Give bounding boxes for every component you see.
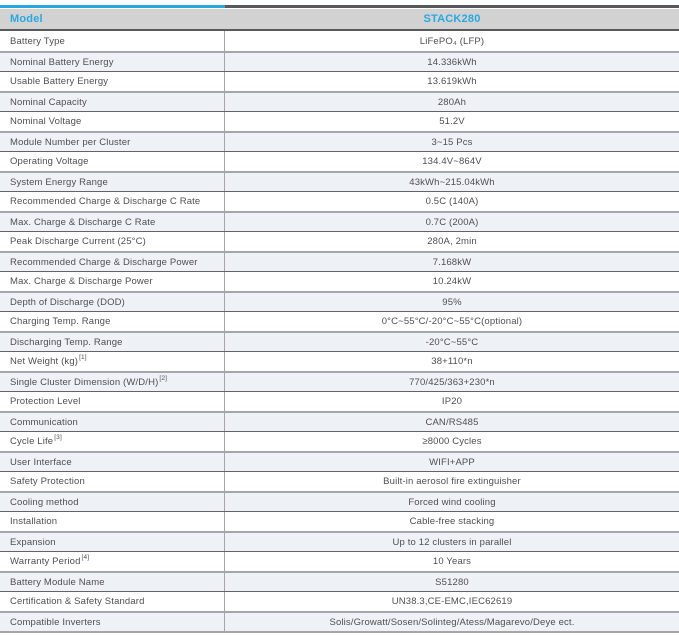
spec-label-text: Installation bbox=[10, 516, 58, 527]
table-row bbox=[0, 391, 679, 411]
spec-label-text: Expansion bbox=[10, 536, 56, 548]
spec-label-text: Depth of Discharge (DOD) bbox=[10, 296, 125, 308]
spec-label bbox=[0, 472, 225, 491]
spec-label bbox=[0, 72, 225, 91]
footnote-marker: [2] bbox=[159, 374, 168, 382]
spec-label bbox=[0, 173, 225, 191]
spec-value: 14.336kWh bbox=[427, 56, 477, 68]
spec-value: S51280 bbox=[435, 576, 469, 588]
spec-label bbox=[0, 253, 225, 271]
model-header-label: Model bbox=[10, 13, 43, 25]
table-row bbox=[0, 571, 679, 591]
table-row bbox=[0, 231, 679, 251]
spec-value: Cable-free stacking bbox=[409, 516, 495, 527]
spec-label-text: System Energy Range bbox=[10, 176, 108, 188]
spec-label-text: Certification & Safety Standard bbox=[10, 596, 145, 607]
top-accent-bar-dark-segment bbox=[225, 5, 679, 8]
spec-label bbox=[0, 432, 225, 451]
top-accent-bar bbox=[0, 5, 679, 8]
spec-label bbox=[0, 613, 225, 631]
spec-label-text: Max. Charge & Discharge C Rate bbox=[10, 216, 156, 228]
top-accent-bar-cyan-segment bbox=[0, 5, 225, 8]
table-row bbox=[0, 451, 679, 471]
spec-label-text: Cycle Life bbox=[10, 436, 54, 447]
table-row bbox=[0, 111, 679, 131]
table-row bbox=[0, 51, 679, 71]
spec-label-text: Battery Type bbox=[10, 35, 65, 47]
spec-value: WIFI+APP bbox=[429, 456, 475, 468]
table-row bbox=[0, 531, 679, 551]
spec-value: 10.24kW bbox=[432, 276, 472, 287]
table-row bbox=[0, 171, 679, 191]
spec-label bbox=[0, 453, 225, 471]
table-row bbox=[0, 151, 679, 171]
spec-value: 10 Years bbox=[432, 556, 472, 567]
spec-label bbox=[0, 192, 225, 211]
footnote-marker: [1] bbox=[79, 354, 87, 362]
spec-label-text: Single Cluster Dimension (W/D/H) bbox=[10, 376, 159, 388]
table-row bbox=[0, 511, 679, 531]
table-row bbox=[0, 291, 679, 311]
spec-label-text: Battery Module Name bbox=[10, 576, 105, 588]
spec-value: 134.4V~864V bbox=[422, 156, 482, 167]
spec-value: -20°C~55°C bbox=[425, 336, 479, 348]
table-row bbox=[0, 71, 679, 91]
spec-label bbox=[0, 293, 225, 311]
table-header bbox=[0, 9, 679, 31]
spec-label-text: Nominal Voltage bbox=[10, 116, 82, 127]
spec-label-text: Usable Battery Energy bbox=[10, 76, 109, 87]
spec-value: 43kWh~215.04kWh bbox=[409, 176, 495, 188]
table-row bbox=[0, 211, 679, 231]
table-row bbox=[0, 491, 679, 511]
table-row bbox=[0, 91, 679, 111]
spec-value: 0.7C (200A) bbox=[425, 216, 479, 228]
table-row bbox=[0, 371, 679, 391]
spec-value: 38+110*n bbox=[431, 356, 473, 367]
spec-label bbox=[0, 112, 225, 131]
table-row bbox=[0, 191, 679, 211]
spec-value: 770/425/363+230*n bbox=[409, 376, 495, 388]
spec-label-text: Discharging Temp. Range bbox=[10, 336, 123, 348]
spec-label-text: Module Number per Cluster bbox=[10, 136, 131, 148]
spec-label bbox=[0, 392, 225, 411]
spec-label-text: Nominal Battery Energy bbox=[10, 56, 114, 68]
spec-label-text: Charging Temp. Range bbox=[10, 316, 111, 327]
spec-label-text: Recommended Charge & Discharge C Rate bbox=[10, 196, 201, 207]
spec-value: 280A, 2min bbox=[427, 236, 477, 247]
spec-label bbox=[0, 272, 225, 291]
spec-value: Up to 12 clusters in parallel bbox=[392, 536, 512, 548]
footnote-marker: [3] bbox=[54, 434, 62, 442]
spec-label bbox=[0, 232, 225, 251]
spec-label-text: Protection Level bbox=[10, 396, 81, 407]
table-row bbox=[0, 251, 679, 271]
spec-value: 51.2V bbox=[439, 116, 465, 127]
spec-label bbox=[0, 133, 225, 151]
spec-label-text: Compatible Inverters bbox=[10, 616, 101, 628]
spec-label bbox=[0, 352, 225, 371]
spec-value: 13.619kWh bbox=[427, 76, 477, 87]
spec-label bbox=[0, 493, 225, 511]
spec-label-text: Recommended Charge & Discharge Power bbox=[10, 256, 198, 268]
table-row bbox=[0, 131, 679, 151]
spec-label bbox=[0, 31, 225, 51]
spec-table-body bbox=[0, 31, 679, 633]
spec-value: 7.168kW bbox=[432, 256, 472, 268]
table-row bbox=[0, 351, 679, 371]
spec-label bbox=[0, 533, 225, 551]
spec-label-text: Safety Protection bbox=[10, 476, 85, 487]
spec-label bbox=[0, 573, 225, 591]
spec-value: 0.5C (140A) bbox=[425, 196, 479, 207]
spec-value: ≥8000 Cycles bbox=[422, 436, 482, 447]
spec-label-text: Net Weight (kg) bbox=[10, 356, 79, 367]
spec-value: Built-in aerosol fire extinguisher bbox=[383, 476, 521, 487]
spec-label-text: User Interface bbox=[10, 456, 72, 468]
spec-value: CAN/RS485 bbox=[425, 416, 479, 428]
spec-value: Solis/Growatt/Sosen/Solinteg/Atess/Magarevo/Deye ect. bbox=[329, 616, 575, 628]
spec-label bbox=[0, 512, 225, 531]
spec-value: Forced wind cooling bbox=[408, 496, 496, 508]
table-row bbox=[0, 271, 679, 291]
spec-label bbox=[0, 592, 225, 611]
table-row bbox=[0, 471, 679, 491]
table-row bbox=[0, 31, 679, 51]
spec-label bbox=[0, 333, 225, 351]
spec-label bbox=[0, 373, 225, 391]
spec-label bbox=[0, 53, 225, 71]
spec-value: LiFePO₄ (LFP) bbox=[419, 35, 485, 47]
table-row bbox=[0, 431, 679, 451]
footnote-marker: [4] bbox=[81, 554, 90, 562]
spec-label-text: Max. Charge & Discharge Power bbox=[10, 276, 153, 287]
spec-label-text: Operating Voltage bbox=[10, 156, 89, 167]
spec-label bbox=[0, 93, 225, 111]
spec-label bbox=[0, 312, 225, 331]
spec-label bbox=[0, 152, 225, 171]
table-row bbox=[0, 611, 679, 631]
spec-value: 95% bbox=[442, 296, 462, 308]
spec-label-text: Cooling method bbox=[10, 496, 79, 508]
spec-label-text: Nominal Capacity bbox=[10, 96, 87, 108]
spec-label bbox=[0, 552, 225, 571]
spec-label-text: Warranty Period bbox=[10, 556, 81, 567]
spec-value: 3~15 Pcs bbox=[431, 136, 473, 148]
table-row bbox=[0, 311, 679, 331]
spec-label-text: Peak Discharge Current (25°C) bbox=[10, 236, 146, 247]
spec-label-text: Communication bbox=[10, 416, 78, 428]
table-row bbox=[0, 551, 679, 571]
spec-value: IP20 bbox=[441, 396, 463, 407]
table-row bbox=[0, 411, 679, 431]
spec-label bbox=[0, 213, 225, 231]
spec-value: UN38.3,CE-EMC,IEC62619 bbox=[391, 596, 513, 607]
spec-value: 0°C~55°C/-20°C~55°C(optional) bbox=[381, 316, 523, 327]
model-header-value: STACK280 bbox=[423, 13, 481, 25]
spec-label bbox=[0, 413, 225, 431]
spec-value: 280Ah bbox=[437, 96, 467, 108]
table-row bbox=[0, 331, 679, 351]
table-row bbox=[0, 591, 679, 611]
